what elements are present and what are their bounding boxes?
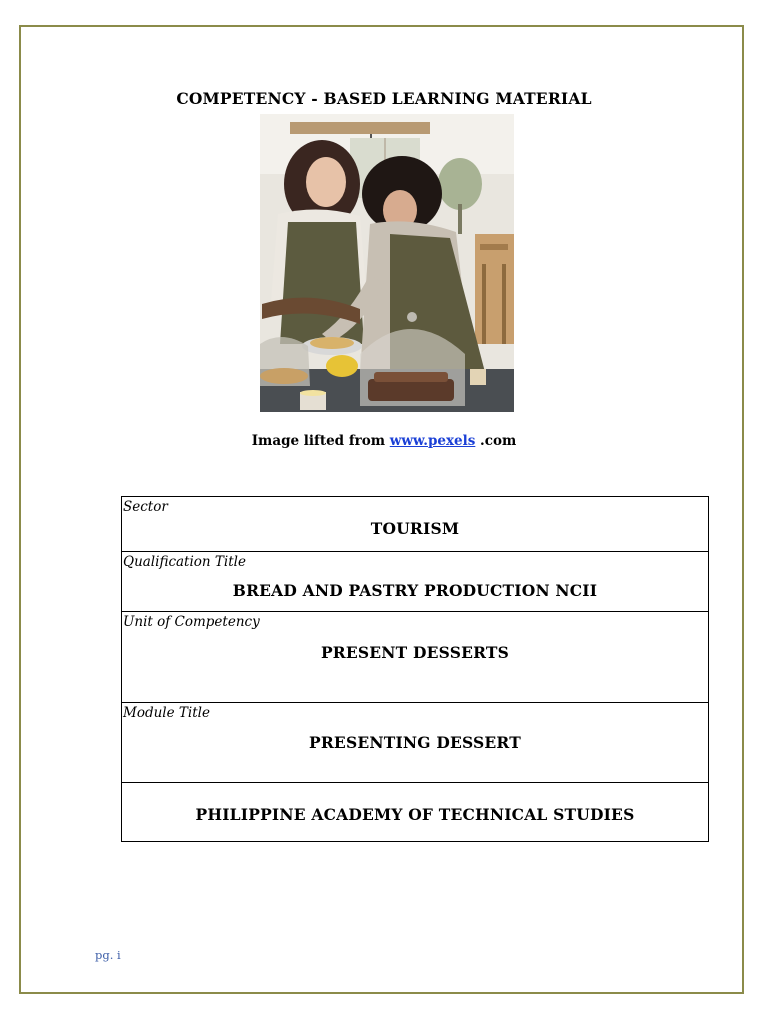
qualification-row	[122, 552, 709, 612]
page-number: pg. i	[95, 948, 121, 962]
caption-prefix: Image lifted from	[251, 433, 390, 449]
module-row	[122, 703, 709, 783]
qualification-value: BREAD AND PASTRY PRODUCTION NCII	[232, 581, 598, 600]
module-value: PRESENTING DESSERT	[309, 733, 521, 752]
module-cell	[122, 703, 709, 783]
institution-value: PHILIPPINE ACADEMY OF TECHNICAL STUDIES	[195, 805, 635, 824]
unit-row	[122, 612, 709, 703]
institution-cell	[122, 783, 709, 842]
unit-cell	[122, 612, 709, 703]
caption-suffix: .com	[475, 433, 517, 449]
module-label: Module Title	[123, 705, 210, 721]
image-caption	[0, 433, 768, 449]
qualification-cell	[122, 552, 709, 612]
qualification-label: Qualification Title	[123, 554, 246, 570]
sector-cell	[122, 497, 709, 552]
pexels-link[interactable]: www.pexels	[389, 433, 476, 449]
cover-photo	[260, 114, 514, 412]
unit-label: Unit of Competency	[123, 614, 260, 630]
sector-label: Sector	[123, 499, 168, 515]
institution-row	[122, 783, 709, 842]
sector-value: TOURISM	[370, 519, 460, 538]
document-title: COMPETENCY - BASED LEARNING MATERIAL	[176, 89, 592, 108]
module-info-table	[121, 496, 709, 842]
sector-row	[122, 497, 709, 552]
unit-value: PRESENT DESSERTS	[320, 643, 510, 662]
